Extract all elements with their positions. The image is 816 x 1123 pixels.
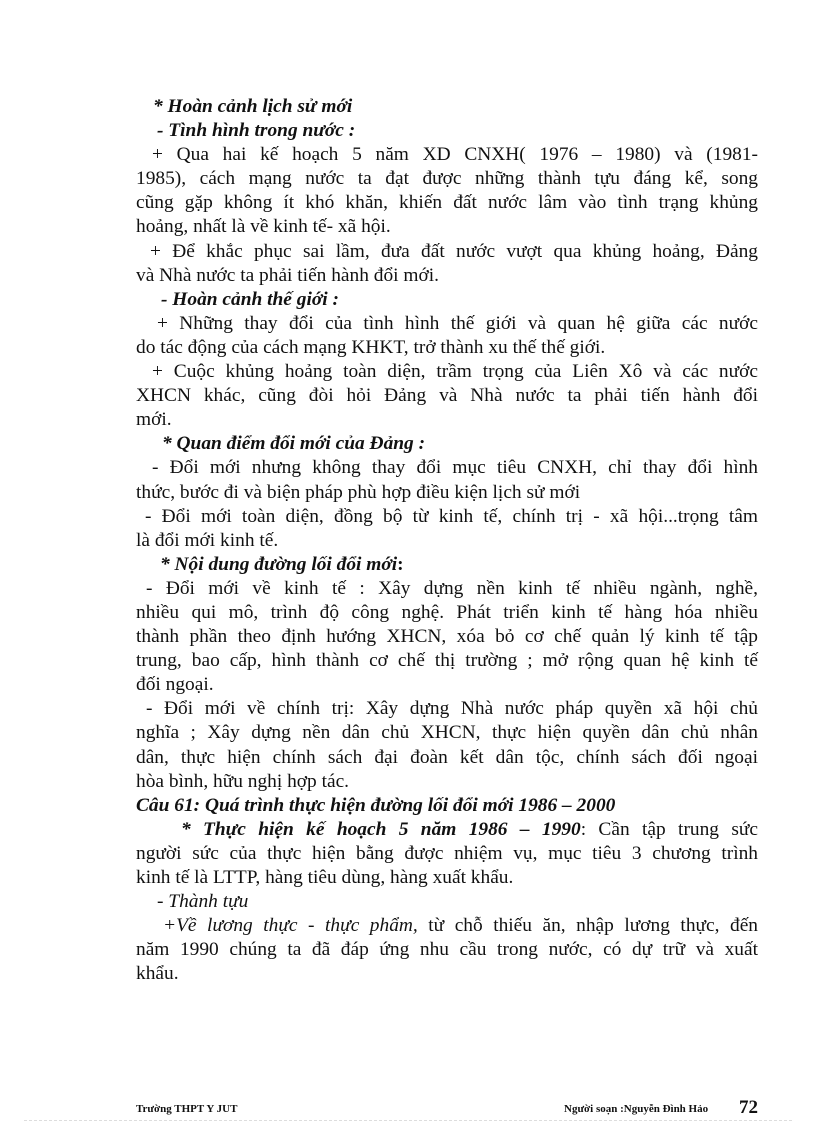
paragraph-line: - Đổi mới nhưng không thay đổi mục tiêu CNXH, chỉ thay đổi hình <box>152 457 758 479</box>
paragraph-line: + Những thay đổi của tình hình thế giới và quan hệ giữa các nước <box>157 312 758 334</box>
paragraph-line: và Nhà nước ta phải tiến hành đổi mới. <box>136 264 439 286</box>
footer-school: Trường THPT Y JUT <box>136 1103 238 1115</box>
paragraph-line: nghĩa ; Xây dựng nền dân chủ XHCN, thực hiện quyền dân chủ nhân <box>136 722 758 744</box>
paragraph-line: hòa bình, hữu nghị hợp tác. <box>136 770 350 792</box>
heading-world-situation: - Hoàn cảnh thế giới : <box>161 288 339 310</box>
paragraph-line: + Để khắc phục sai lầm, đưa đất nước vượt qua khủng hoảng, Đảng <box>150 240 758 262</box>
paragraph-line: thức, bước đi và biện pháp phù hợp điều kiện lịch sử mới <box>136 481 581 503</box>
paragraph-line: + Qua hai kế hoạch 5 năm XD CNXH( 1976 – 1980) và (1981- <box>152 144 758 166</box>
paragraph-line: 1985), cách mạng nước ta đạt được những thành tựu đáng kể, song <box>136 168 758 190</box>
paragraph-line: nhiều qui mô, trình độ công nghệ. Phát triển kinh tế hàng hóa nhiều <box>136 601 758 623</box>
paragraph-line: người sức của thực hiện bằng được nhiệm vụ, mục tiêu 3 chương trình <box>136 842 758 864</box>
footer-divider <box>24 1120 792 1121</box>
heading-question-61: Câu 61: Quá trình thực hiện đường lối đổi mới 1986 – 2000 <box>136 794 616 816</box>
heading-party-viewpoint: * Quan điểm đổi mới của Đảng : <box>162 433 426 455</box>
paragraph-line: mới. <box>136 409 172 431</box>
paragraph-line: do tác động của cách mạng KHKT, trở thành xu thế thế giới. <box>136 336 606 358</box>
paragraph-line: - Đổi mới toàn diện, đồng bộ từ kinh tế, chính trị - xã hội...trọng tâm <box>145 505 758 527</box>
paragraph-line: - Đổi mới về kinh tế : Xây dựng nền kinh tế nhiều ngành, nghề, <box>146 577 758 599</box>
heading-domestic-situation: - Tình hình trong nước : <box>157 120 356 142</box>
paragraph-line: +Về lương thực - thực phẩm, từ chỗ thiếu ăn, nhập lương thực, đến <box>163 915 758 937</box>
paragraph-line: thành phần theo định hướng XHCN, xóa bỏ cơ chế quản lý kinh tế tập <box>136 626 758 648</box>
paragraph-line: năm 1990 chúng ta đã đáp ứng nhu cầu trong nước, có dự trữ và xuất <box>136 939 758 961</box>
paragraph-line: kinh tế là LTTP, hàng tiêu dùng, hàng xuất khẩu. <box>136 867 514 888</box>
paragraph-line: là đổi mới kinh tế. <box>136 529 279 551</box>
heading-plan-1986-1990: * Thực hiện kế hoạch 5 năm 1986 – 1990: Cần tập trung sức <box>181 818 759 840</box>
paragraph-line: dân, thực hiện chính sách đại đoàn kết dân tộc, chính sách đối ngoại <box>136 746 758 768</box>
paragraph-line: cũng gặp không ít khó khăn, khiến đất nước lâm vào tình trạng khủng <box>136 192 758 214</box>
heading-achievements: - Thành tựu <box>157 891 249 913</box>
paragraph-line: XHCN khác, cũng đòi hỏi Đảng và Nhà nước ta phải tiến hành đổi <box>136 385 758 407</box>
document-body <box>136 95 758 986</box>
page-number: 72 <box>739 1097 758 1118</box>
paragraph-line: đối ngoại. <box>136 674 214 696</box>
heading-reform-content: * Nội dung đường lối đổi mới: <box>160 553 404 575</box>
footer-author: Người soạn :Nguyễn Đình Hảo <box>564 1103 709 1115</box>
heading-historical-context: * Hoàn cảnh lịch sử mới <box>153 96 353 117</box>
paragraph-line: - Đổi mới về chính trị: Xây dựng Nhà nước pháp quyền xã hội chủ <box>146 698 758 720</box>
paragraph-line: hoảng, nhất là về kinh tế- xã hội. <box>136 216 391 238</box>
paragraph-line: + Cuộc khủng hoảng toàn diện, trầm trọng của Liên Xô và các nước <box>152 361 758 383</box>
paragraph-line: khẩu. <box>136 963 179 985</box>
paragraph-line: trung, bao cấp, hình thành cơ chế thị trường ; mở rộng quan hệ kinh tế <box>136 650 758 672</box>
